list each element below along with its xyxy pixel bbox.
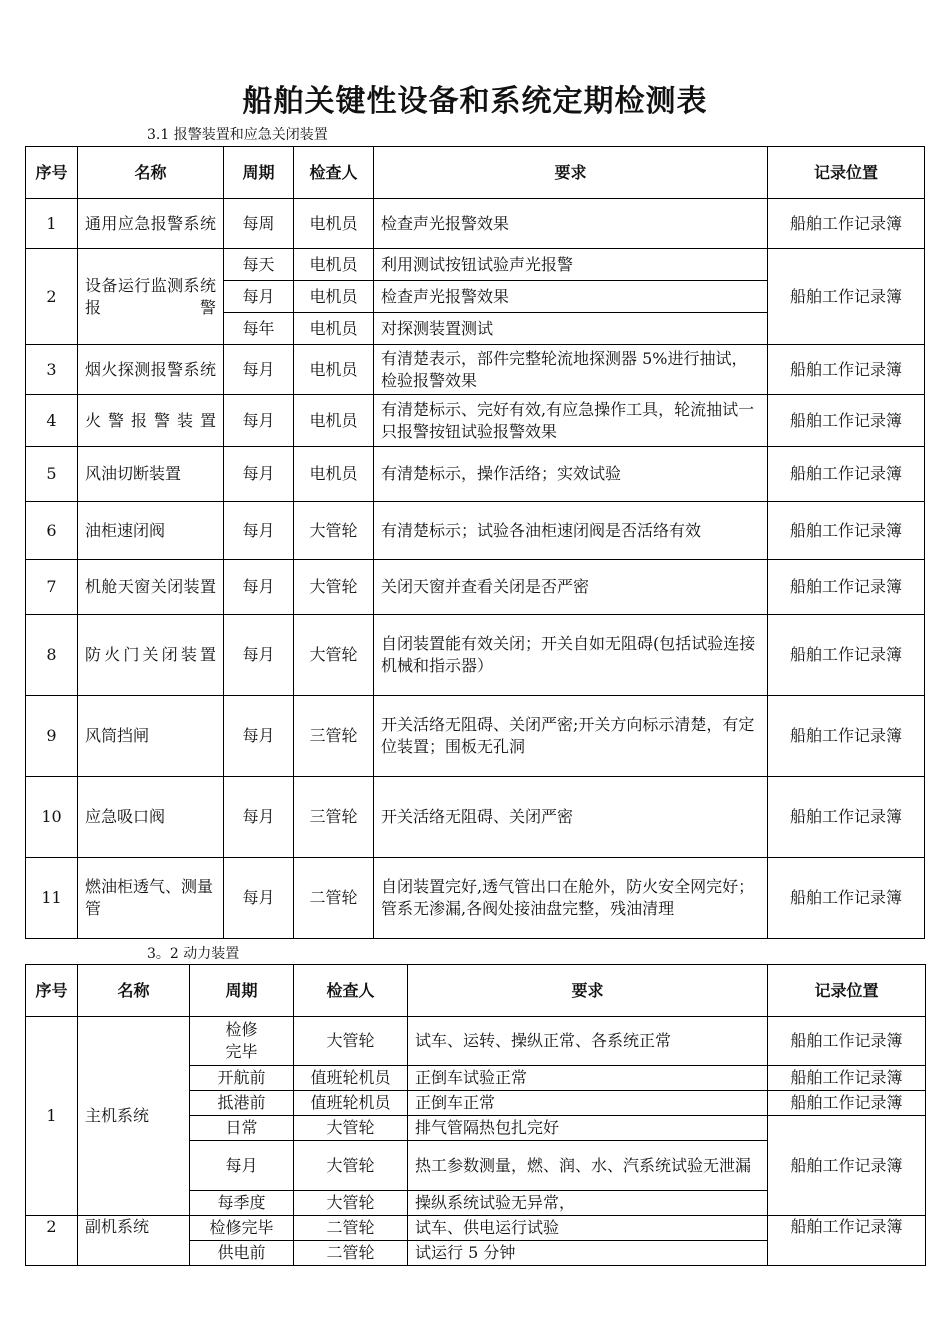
- row-record: 船舶工作记录簿: [768, 447, 925, 502]
- row-no: 4: [26, 395, 78, 447]
- row-record: 船舶工作记录簿: [768, 696, 925, 777]
- row-requirement: 有清楚标示、完好有效,有应急操作工具，轮流抽试一只报警按钮试验报警效果: [374, 395, 768, 447]
- header-period: 周期: [224, 147, 294, 199]
- row-requirement: 自闭装置完好,透气管出口在舱外，防火安全网完好；管系无渗漏,各阀处接油盘完整，残油清理: [374, 858, 768, 939]
- row-no: 1: [26, 199, 78, 249]
- row-requirement: 试车、运转、操纵正常、各系统正常: [408, 1017, 768, 1066]
- row-record: 船舶工作记录簿: [768, 249, 925, 345]
- row-inspector: 电机员: [294, 447, 374, 502]
- row-period: 每月: [224, 345, 294, 395]
- row-record: 船舶工作记录簿: [768, 1116, 926, 1216]
- row-inspector: 三管轮: [294, 696, 374, 777]
- row-record: 船舶工作记录簿: [768, 858, 925, 939]
- row-no: 5: [26, 447, 78, 502]
- row-inspector: 电机员: [294, 313, 374, 345]
- row-record: 船舶工作记录簿: [768, 1066, 926, 1091]
- header-name: 名称: [78, 147, 224, 199]
- row-inspector: 电机员: [294, 199, 374, 249]
- row-name: 烟火探测报警系统: [78, 345, 224, 395]
- row-requirement: 利用测试按钮试验声光报警: [374, 249, 768, 281]
- row-period: 每天: [224, 249, 294, 281]
- header-inspector: 检查人: [294, 965, 408, 1017]
- row-no: 10: [26, 777, 78, 858]
- row-record: 船舶工作记录簿: [768, 1017, 926, 1066]
- row-inspector: 电机员: [294, 345, 374, 395]
- row-period: 供电前: [190, 1241, 294, 1266]
- row-record: 船舶工作记录簿: [768, 615, 925, 696]
- row-requirement: 自闭装置能有效关闭；开关自如无阻碍(包括试验连接机械和指示器）: [374, 615, 768, 696]
- table-row: [26, 502, 925, 560]
- row-name: 火警报警装置: [78, 395, 224, 447]
- row-inspector: 大管轮: [294, 615, 374, 696]
- table-row: [26, 1017, 926, 1066]
- row-no: 2: [26, 1216, 78, 1266]
- row-name: 风筒挡闸: [78, 696, 224, 777]
- row-no: 2: [26, 249, 78, 345]
- row-inspector: 大管轮: [294, 1141, 408, 1191]
- row-requirement: 开关活络无阻碍、关闭严密;开关方向标示清楚，有定位装置；围板无孔洞: [374, 696, 768, 777]
- row-period: 每月: [190, 1141, 294, 1191]
- row-requirement: 检查声光报警效果: [374, 199, 768, 249]
- row-no: 6: [26, 502, 78, 560]
- row-requirement: 关闭天窗并查看关闭是否严密: [374, 560, 768, 615]
- row-inspector: 值班轮机员: [294, 1091, 408, 1116]
- table-row: [26, 249, 925, 281]
- row-name: 应急吸口阀: [78, 777, 224, 858]
- row-record: 船舶工作记录簿: [768, 199, 925, 249]
- row-requirement: 有清楚标示；试验各油柜速闭阀是否活络有效: [374, 502, 768, 560]
- row-inspector: 三管轮: [294, 777, 374, 858]
- table-row: [26, 777, 925, 858]
- row-period: 每周: [224, 199, 294, 249]
- header-inspector: 检查人: [294, 147, 374, 199]
- row-requirement: 有清楚表示，部件完整轮流地探测器 5%进行抽试，检验报警效果: [374, 345, 768, 395]
- table-row: [26, 615, 925, 696]
- alarm-devices-table: [25, 146, 925, 939]
- row-name: 通用应急报警系统: [78, 199, 224, 249]
- row-period: 每月: [224, 777, 294, 858]
- header-period: 周期: [190, 965, 294, 1017]
- row-inspector: 大管轮: [294, 1191, 408, 1216]
- row-name: 副机系统: [78, 1216, 190, 1266]
- row-requirement: 热工参数测量，燃、润、水、汽系统试验无泄漏: [408, 1141, 768, 1191]
- row-inspector: 大管轮: [294, 560, 374, 615]
- header-name: 名称: [78, 965, 190, 1017]
- table-row: [26, 199, 925, 249]
- section1-heading: 3.1 报警装置和应急关闭装置: [147, 127, 328, 143]
- table-row: [26, 858, 925, 939]
- table-row: [26, 696, 925, 777]
- header-record: 记录位置: [768, 147, 925, 199]
- row-inspector: 值班轮机员: [294, 1066, 408, 1091]
- row-period: 开航前: [190, 1066, 294, 1091]
- row-requirement: 对探测装置测试: [374, 313, 768, 345]
- row-inspector: 大管轮: [294, 1017, 408, 1066]
- row-period: 每月: [224, 395, 294, 447]
- header-requirement: 要求: [374, 147, 768, 199]
- row-requirement: 操纵系统试验无异常，: [408, 1191, 768, 1216]
- table-row: [26, 1216, 926, 1241]
- row-period: 每月: [224, 281, 294, 313]
- table-header-row: [26, 965, 926, 1017]
- header-requirement: 要求: [408, 965, 768, 1017]
- header-no: 序号: [26, 965, 78, 1017]
- row-requirement: 检查声光报警效果: [374, 281, 768, 313]
- row-requirement: 开关活络无阻碍、关闭严密: [374, 777, 768, 858]
- row-no: 8: [26, 615, 78, 696]
- row-no: 7: [26, 560, 78, 615]
- row-name: 燃油柜透气、测量管: [78, 858, 224, 939]
- row-name: 设备运行监测系统报警: [78, 249, 224, 345]
- row-record: 船舶工作记录簿: [768, 1091, 926, 1116]
- row-period: 每月: [224, 560, 294, 615]
- power-plant-table: [25, 964, 926, 1266]
- row-record: 船舶工作记录簿: [768, 777, 925, 858]
- row-record: 船舶工作记录簿: [768, 395, 925, 447]
- row-record: 船舶工作记录簿: [768, 345, 925, 395]
- row-period: 每月: [224, 858, 294, 939]
- row-period: 日常: [190, 1116, 294, 1141]
- row-period: 每月: [224, 615, 294, 696]
- row-inspector: 大管轮: [294, 502, 374, 560]
- row-period: 每月: [224, 502, 294, 560]
- row-inspector: 大管轮: [294, 1116, 408, 1141]
- table-row: [26, 447, 925, 502]
- row-requirement: 试车、供电运行试验: [408, 1216, 768, 1241]
- row-inspector: 电机员: [294, 249, 374, 281]
- table-row: [26, 560, 925, 615]
- row-period: 每季度: [190, 1191, 294, 1216]
- row-inspector: 电机员: [294, 281, 374, 313]
- row-inspector: 二管轮: [294, 1216, 408, 1241]
- row-inspector: 电机员: [294, 395, 374, 447]
- row-no: 1: [26, 1017, 78, 1216]
- table-header-row: [26, 147, 925, 199]
- header-record: 记录位置: [768, 965, 926, 1017]
- row-no: 3: [26, 345, 78, 395]
- row-requirement: 排气管隔热包扎完好: [408, 1116, 768, 1141]
- row-inspector: 二管轮: [294, 858, 374, 939]
- table-row: [26, 395, 925, 447]
- row-period: 抵港前: [190, 1091, 294, 1116]
- table-row: [26, 345, 925, 395]
- section2-heading: 3。2 动力装置: [147, 946, 240, 962]
- row-requirement: 正倒车正常: [408, 1091, 768, 1116]
- row-name: 防火门关闭装置: [78, 615, 224, 696]
- row-record: 船舶工作记录簿: [768, 502, 925, 560]
- row-name: 主机系统: [78, 1017, 190, 1216]
- row-record: 船舶工作记录簿: [768, 560, 925, 615]
- row-period: 每年: [224, 313, 294, 345]
- row-name: 机舱天窗关闭装置: [78, 560, 224, 615]
- row-requirement: 正倒车试验正常: [408, 1066, 768, 1091]
- row-record: 船舶工作记录簿: [768, 1216, 926, 1266]
- row-period: 每月: [224, 696, 294, 777]
- row-inspector: 二管轮: [294, 1241, 408, 1266]
- row-name: 油柜速闭阀: [78, 502, 224, 560]
- row-requirement: 试运行 5 分钟: [408, 1241, 768, 1266]
- row-period: 每月: [224, 447, 294, 502]
- row-requirement: 有清楚标示，操作活络；实效试验: [374, 447, 768, 502]
- header-no: 序号: [26, 147, 78, 199]
- row-period: 检修完毕: [190, 1216, 294, 1241]
- row-period: 检修完毕: [190, 1017, 294, 1066]
- row-name: 风油切断装置: [78, 447, 224, 502]
- row-no: 11: [26, 858, 78, 939]
- page-title: 船舶关键性设备和系统定期检测表: [242, 84, 708, 119]
- row-no: 9: [26, 696, 78, 777]
